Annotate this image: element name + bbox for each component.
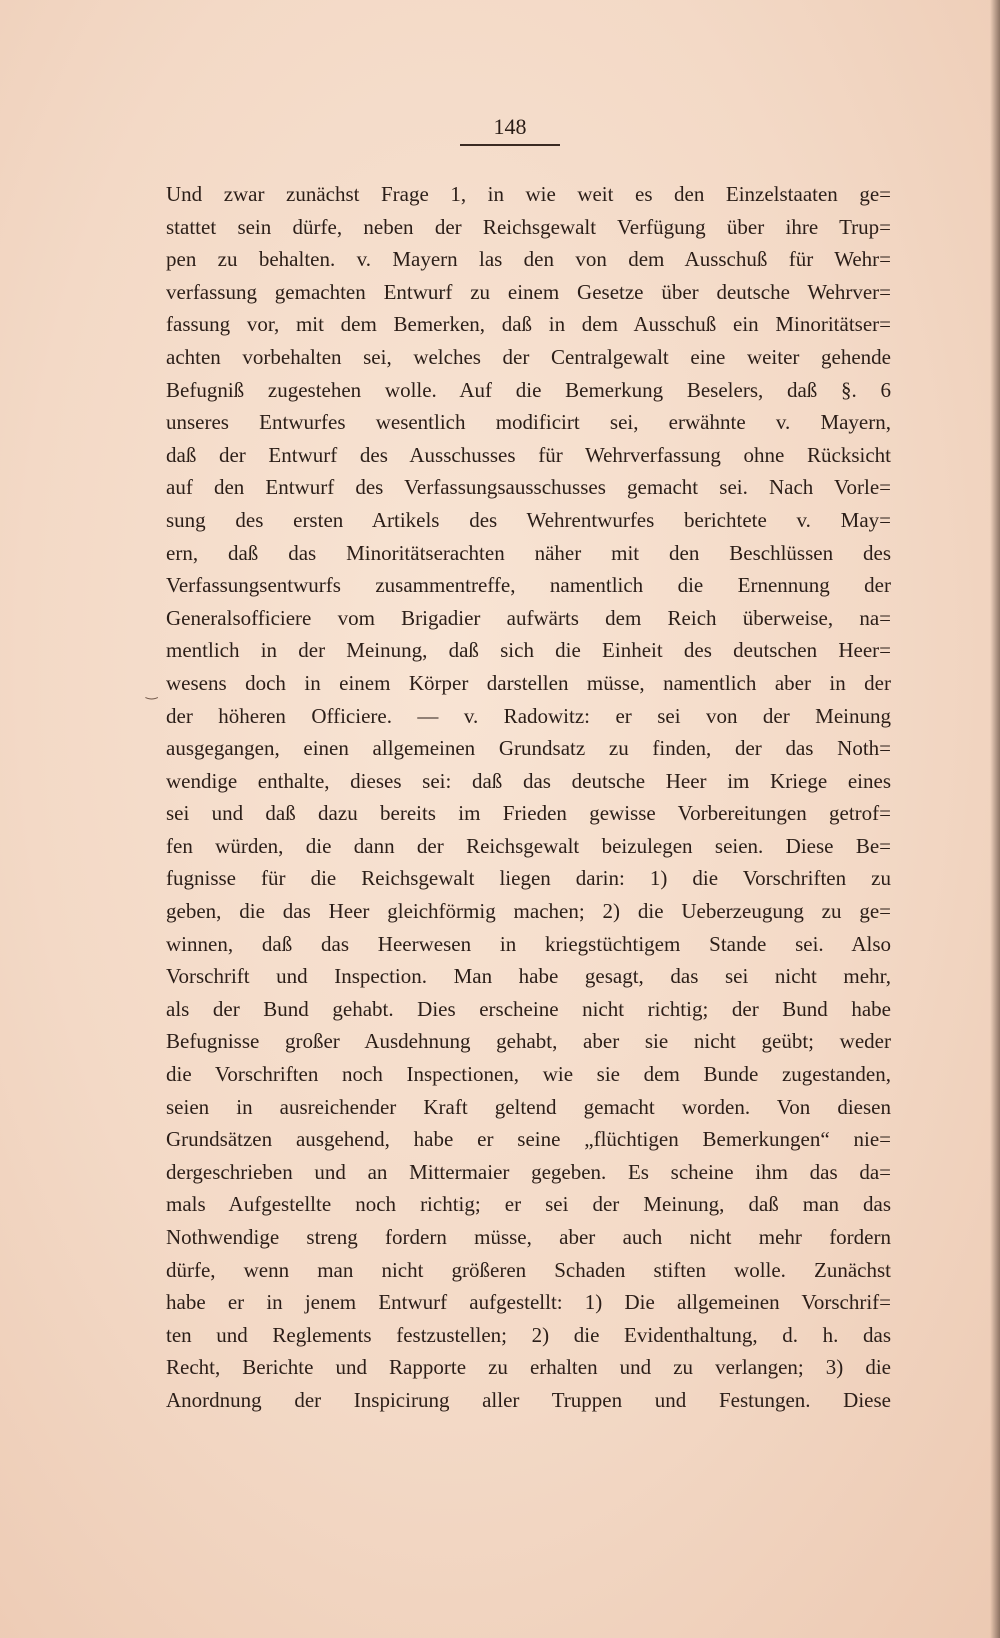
text-line: Nothwendige streng fordern müsse, aber auch nicht mehr fordern bbox=[166, 1225, 891, 1249]
text-line: pen zu behalten. v. Mayern las den von dem Ausschuß für Wehr= bbox=[166, 247, 891, 272]
text-line: ausgegangen, einen allgemeinen Grundsatz zu finden, der das Noth= bbox=[166, 736, 891, 761]
text-line: Recht, Berichte und Rapporte zu erhalten und zu verlangen; 3) die bbox=[166, 1355, 891, 1380]
text-line: habe er in jenem Entwurf aufgestellt: 1) Die allgemeinen Vorschrif= bbox=[166, 1290, 891, 1315]
text-line: achten vorbehalten sei, welches der Centralgewalt eine weiter gehende bbox=[166, 344, 891, 369]
text-line: stattet sein dürfe, neben der Reichsgewalt Verfügung über ihre Trup= bbox=[166, 214, 891, 239]
page-edge-shadow bbox=[990, 0, 1000, 1638]
margin-mark: ‿ bbox=[146, 683, 158, 699]
text-line: seien in ausreichender Kraft geltend gemacht worden. Von diesen bbox=[166, 1094, 891, 1119]
text-line: als der Bund gehabt. Dies erscheine nicht richtig; der Bund habe bbox=[166, 996, 891, 1021]
text-line: mals Aufgestellte noch richtig; er sei der Meinung, daß man das bbox=[166, 1192, 891, 1217]
text-line: dürfe, wenn man nicht größeren Schaden stiften wolle. Zunächst bbox=[166, 1257, 891, 1282]
text-line: fassung vor, mit dem Bemerken, daß in dem Ausschuß ein Minoritätser= bbox=[166, 312, 891, 337]
text-line: sei und daß dazu bereits im Frieden gewisse Vorbereitungen getrof= bbox=[166, 801, 891, 826]
text-line: Generalsofficiere vom Brigadier aufwärts dem Reich überweise, na= bbox=[166, 605, 891, 630]
text-line: fugnisse für die Reichsgewalt liegen darin: 1) die Vorschriften zu bbox=[166, 866, 891, 891]
text-line: wesens doch in einem Körper darstellen müsse, namentlich aber in der bbox=[166, 670, 891, 695]
text-line: Und zwar zunächst Frage 1, in wie weit es den Einzelstaaten ge= bbox=[166, 182, 891, 206]
text-line: die Vorschriften noch Inspectionen, wie sie dem Bunde zugestanden, bbox=[166, 1062, 891, 1087]
text-line: wendige enthalte, dieses sei: daß das deutsche Heer im Kriege eines bbox=[166, 768, 891, 793]
text-line: daß der Entwurf des Ausschusses für Wehrverfassung ohne Rücksicht bbox=[166, 442, 891, 467]
text-line: dergeschrieben und an Mittermaier gegeben. Es scheine ihm das da= bbox=[166, 1159, 891, 1184]
text-line: verfassung gemachten Entwurf zu einem Gesetze über deutsche Wehrver= bbox=[166, 279, 891, 304]
text-line: ern, daß das Minoritätserachten näher mit den Beschlüssen des bbox=[166, 540, 891, 565]
text-line: Befugniß zugestehen wolle. Auf die Bemerkung Beselers, daß §. 6 bbox=[166, 377, 891, 402]
text-line: der höheren Officiere. — v. Radowitz: er sei von der Meinung bbox=[166, 703, 891, 728]
text-line: Grundsätzen ausgehend, habe er seine „flüchtigen Bemerkungen“ nie= bbox=[166, 1127, 891, 1152]
text-line: Vorschrift und Inspection. Man habe gesagt, das sei nicht mehr, bbox=[166, 964, 891, 989]
text-line: auf den Entwurf des Verfassungsausschusses gemacht sei. Nach Vorle= bbox=[166, 475, 891, 500]
text-line: mentlich in der Meinung, daß sich die Einheit des deutschen Heer= bbox=[166, 638, 891, 663]
text-line: Anordnung der Inspicirung aller Truppen und Festungen. Diese bbox=[166, 1387, 891, 1412]
text-line: geben, die das Heer gleichförmig machen; 2) die Ueberzeugung zu ge= bbox=[166, 899, 891, 924]
text-line: Befugnisse großer Ausdehnung gehabt, aber sie nicht geübt; weder bbox=[166, 1029, 891, 1054]
body-text bbox=[166, 178, 891, 1417]
text-line: Verfassungsentwurfs zusammentreffe, namentlich die Ernennung der bbox=[166, 573, 891, 598]
text-line: sung des ersten Artikels des Wehrentwurfes berichtete v. May= bbox=[166, 507, 891, 532]
text-line: winnen, daß das Heerwesen in kriegstüchtigem Stande sei. Also bbox=[166, 931, 891, 956]
text-line: fen würden, die dann der Reichsgewalt beizulegen seien. Diese Be= bbox=[166, 833, 891, 858]
page-number: 148 bbox=[460, 114, 560, 146]
text-line: ten und Reglements festzustellen; 2) die Evidenthaltung, d. h. das bbox=[166, 1322, 891, 1347]
text-line: unseres Entwurfes wesentlich modificirt sei, erwähnte v. Mayern, bbox=[166, 410, 891, 435]
